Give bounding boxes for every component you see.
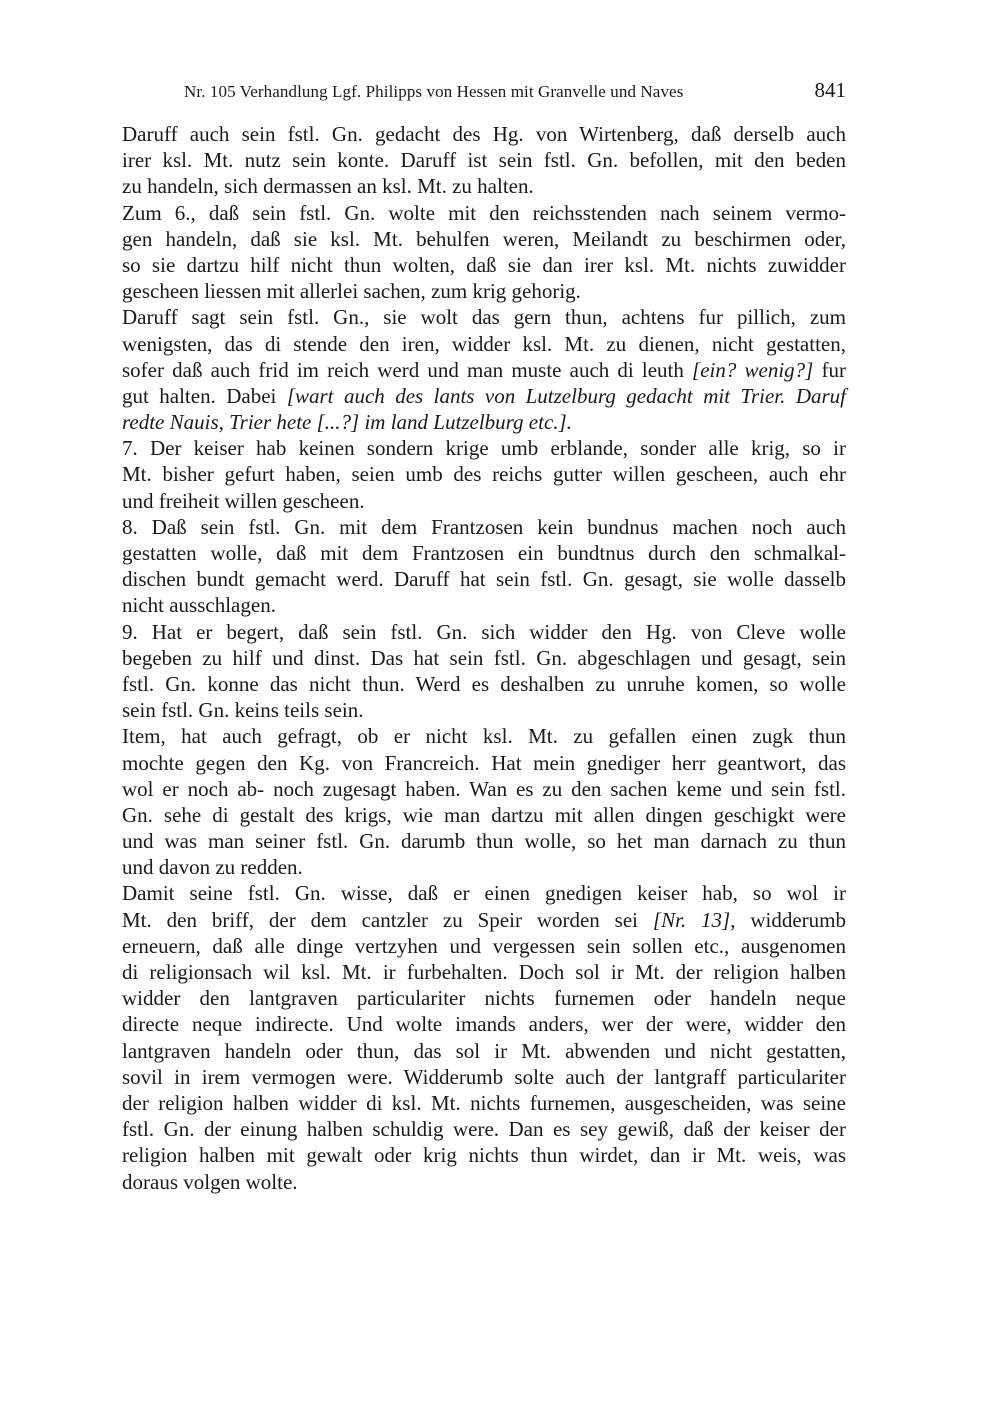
text-line-content <box>122 200 846 226</box>
editorial-note: [wart auch des lants von Lutzelburg gedacht mit Trier. Daruf <box>286 383 846 408</box>
text-line <box>122 619 846 645</box>
text-line <box>122 802 846 828</box>
text-line-content <box>122 121 846 147</box>
text-run: und freiheit willen gescheen. <box>122 488 365 513</box>
text-line-content <box>122 723 846 749</box>
text-run: gestatten wolle, daß mit dem Frantzosen ein bundtnus durch den schmalkal- <box>122 541 846 565</box>
text-line-content <box>122 331 846 357</box>
text-run: begeben zu hilf und dinst. Das hat sein fstl. Gn. abgeschlagen und gesagt, sein <box>122 645 846 670</box>
text-line <box>122 959 846 985</box>
text-run: doraus volgen wolte. <box>122 1169 298 1194</box>
text-line-content <box>122 1169 298 1195</box>
text-line <box>122 933 846 959</box>
text-run: so sie dartzu hilf nicht thun wolten, daß sie dan irer ksl. Mt. nichts zuwidder <box>122 252 846 277</box>
text-run: Daruff auch sein fstl. Gn. gedacht des Hg. von Wirtenberg, daß derselb auch <box>122 122 846 146</box>
text-run: religion halben mit gewalt oder krig nichts thun wirdet, dan ir Mt. weis, was <box>122 1143 846 1168</box>
text-run: und davon zu redden. <box>122 855 303 880</box>
text-run: dischen bundt gemacht werd. Daruff hat sein fstl. Gn. gesagt, sie wolle dasselb <box>122 567 846 592</box>
text-line <box>122 985 846 1011</box>
text-line <box>122 514 846 540</box>
text-line <box>122 671 846 697</box>
text-run: lantgraven handeln oder thun, das sol ir Mt. abwenden und nicht gestatten, <box>122 1038 846 1063</box>
text-run: wol er noch ab- noch zugesagt haben. Wan es zu den sachen keme und sein fstl. <box>122 776 846 801</box>
text-line <box>122 331 846 357</box>
text-line-content <box>122 1090 846 1116</box>
text-line <box>122 278 846 304</box>
text-run: Damit seine fstl. Gn. wisse, daß er einen gnedigen keiser hab, so wol ir <box>122 881 846 906</box>
text-run: nicht ausschlagen. <box>122 593 276 618</box>
running-head: Nr. 105 Verhandlung Lgf. Philipps von Hessen mit Granvelle und Naves <box>184 82 684 101</box>
text-line-content <box>122 907 846 933</box>
text-line-content <box>122 880 846 906</box>
text-line <box>122 566 846 592</box>
text-run: wenigsten, das di stende den iren, widder ksl. Mt. zu dienen, nicht gestatten, <box>122 331 846 356</box>
text-line-content <box>122 226 846 252</box>
text-run: 9. Hat er begert, daß sein fstl. Gn. sich widder den Hg. von Cleve wolle <box>122 619 846 644</box>
text-line-content <box>122 1064 846 1090</box>
text-run: gut halten. Dabei <box>122 383 287 408</box>
text-line-content <box>122 278 581 304</box>
text-line-content <box>122 933 846 959</box>
text-line-content <box>122 1038 846 1064</box>
text-line-content <box>122 409 572 435</box>
text-line <box>122 435 846 461</box>
text-line <box>122 540 846 566</box>
text-run: mochte gegen den Kg. von Francreich. Hat mein gnediger herr geantwort, das <box>122 750 846 775</box>
text-line-content <box>122 776 846 802</box>
text-run: , widderumb <box>730 907 846 932</box>
text-run: gescheen liessen mit allerlei sachen, zum krig gehorig. <box>122 279 581 304</box>
text-line-content <box>122 802 846 828</box>
text-run: Mt. den briff, der dem cantzler zu Speir worden sei <box>122 907 653 932</box>
text-run: Daruff sagt sein fstl. Gn., sie wolt das gern thun, achtens fur pillich, zum <box>122 305 846 330</box>
text-line <box>122 1011 846 1037</box>
text-line <box>122 226 846 252</box>
text-line <box>122 1038 846 1064</box>
text-run: 7. Der keiser hab keinen sondern krige umb erblande, sonder alle krig, so ir <box>122 436 846 461</box>
text-line <box>122 173 846 199</box>
text-line-content <box>122 854 303 880</box>
text-line <box>122 1064 846 1090</box>
text-line-content <box>122 435 846 461</box>
page-number: 841 <box>814 78 846 102</box>
text-line-content <box>122 619 846 645</box>
text-line-content <box>122 304 846 330</box>
text-line-content <box>122 592 276 618</box>
text-line <box>122 200 846 226</box>
text-run: irer ksl. Mt. nutz sein konte. Daruff ist sein fstl. Gn. befollen, mit den beden <box>122 148 846 173</box>
text-run: sofer daß auch frid im reich werd und man muste auch di leuth <box>122 357 693 382</box>
text-line-content <box>122 828 846 854</box>
text-run: fstl. Gn. der einung halben schuldig were. Dan es sey gewiß, daß der keiser der <box>122 1117 846 1142</box>
text-run: Mt. bisher gefurt haben, seien umb des reichs gutter willen gescheen, auch ehr <box>122 462 846 487</box>
text-line <box>122 1116 846 1142</box>
body-text <box>122 121 846 1195</box>
text-line-content <box>122 645 846 671</box>
text-line <box>122 304 846 330</box>
editorial-note: [Nr. 13] <box>652 907 731 932</box>
text-run: Gn. sehe di gestalt des krigs, wie man dartzu mit allen dingen geschigkt were <box>122 802 846 827</box>
text-line-content <box>122 147 846 173</box>
text-line-content <box>122 357 846 383</box>
text-line <box>122 907 846 933</box>
editorial-note: redte Nauis, Trier hete [...?] im land Lutzelburg etc.]. <box>122 410 572 435</box>
text-run: erneuern, daß alle dinge vertzyhen und vergessen sein sollen etc., ausgenomen <box>122 933 846 958</box>
text-line <box>122 252 846 278</box>
text-line <box>122 828 846 854</box>
text-line <box>122 357 846 383</box>
text-line <box>122 488 846 514</box>
text-line <box>122 723 846 749</box>
text-line <box>122 409 846 435</box>
editorial-note: [ein? wenig?] <box>692 357 814 382</box>
text-line <box>122 383 846 409</box>
text-line-content <box>122 383 846 409</box>
text-line-content <box>122 566 846 592</box>
text-line <box>122 1169 846 1195</box>
text-line <box>122 147 846 173</box>
text-line-content <box>122 252 846 278</box>
text-run: zu handeln, sich dermassen an ksl. Mt. zu halten. <box>122 174 534 199</box>
text-line-content <box>122 461 846 487</box>
text-line <box>122 697 846 723</box>
text-line <box>122 1142 846 1168</box>
text-line <box>122 776 846 802</box>
text-line <box>122 592 846 618</box>
text-line-content <box>122 985 846 1011</box>
text-line <box>122 880 846 906</box>
text-line-content <box>122 1116 846 1142</box>
text-line-content <box>122 671 846 697</box>
text-line <box>122 645 846 671</box>
text-run: widder den lantgraven particulariter nichts furnemen oder handeln neque <box>122 986 846 1011</box>
text-run: fur <box>813 357 846 382</box>
text-run: di religionsach wil ksl. Mt. ir furbehalten. Doch sol ir Mt. der religion halben <box>122 960 846 984</box>
page-header <box>122 78 846 108</box>
text-run: fstl. Gn. konne das nicht thun. Werd es deshalben zu unruhe komen, so wolle <box>122 671 846 696</box>
text-run: Zum 6., daß sein fstl. Gn. wolte mit den reichsstenden nach seinem vermo- <box>122 200 846 225</box>
text-line-content <box>122 173 534 199</box>
text-line-content <box>122 750 846 776</box>
text-line <box>122 121 846 147</box>
text-line-content <box>122 697 363 723</box>
text-line <box>122 461 846 487</box>
text-line-content <box>122 959 846 985</box>
text-run: sein fstl. Gn. keins teils sein. <box>122 698 364 723</box>
text-run: directe neque indirecte. Und wolte imands anders, wer der were, widder den <box>122 1012 846 1037</box>
text-line-content <box>122 1142 846 1168</box>
text-run: Item, hat auch gefragt, ob er nicht ksl. Mt. zu gefallen einen zugk thun <box>122 724 846 749</box>
text-run: sovil in irem vermogen were. Widderumb solte auch der lantgraff particulariter <box>122 1064 846 1089</box>
text-line-content <box>122 514 846 540</box>
text-run: 8. Daß sein fstl. Gn. mit dem Frantzosen kein bundnus machen noch auch <box>122 514 846 539</box>
text-run: der religion halben widder di ksl. Mt. nichts furnemen, ausgescheiden, was seine <box>122 1090 846 1115</box>
text-line <box>122 750 846 776</box>
text-run: und was man seiner fstl. Gn. darumb thun wolle, so het man darnach zu thun <box>122 829 846 854</box>
text-line-content <box>122 1011 846 1037</box>
text-line <box>122 854 846 880</box>
text-line-content <box>122 488 365 514</box>
text-run: gen handeln, daß sie ksl. Mt. behulfen weren, Meilandt zu beschirmen oder, <box>122 226 846 251</box>
text-line <box>122 1090 846 1116</box>
text-line-content <box>122 540 846 566</box>
